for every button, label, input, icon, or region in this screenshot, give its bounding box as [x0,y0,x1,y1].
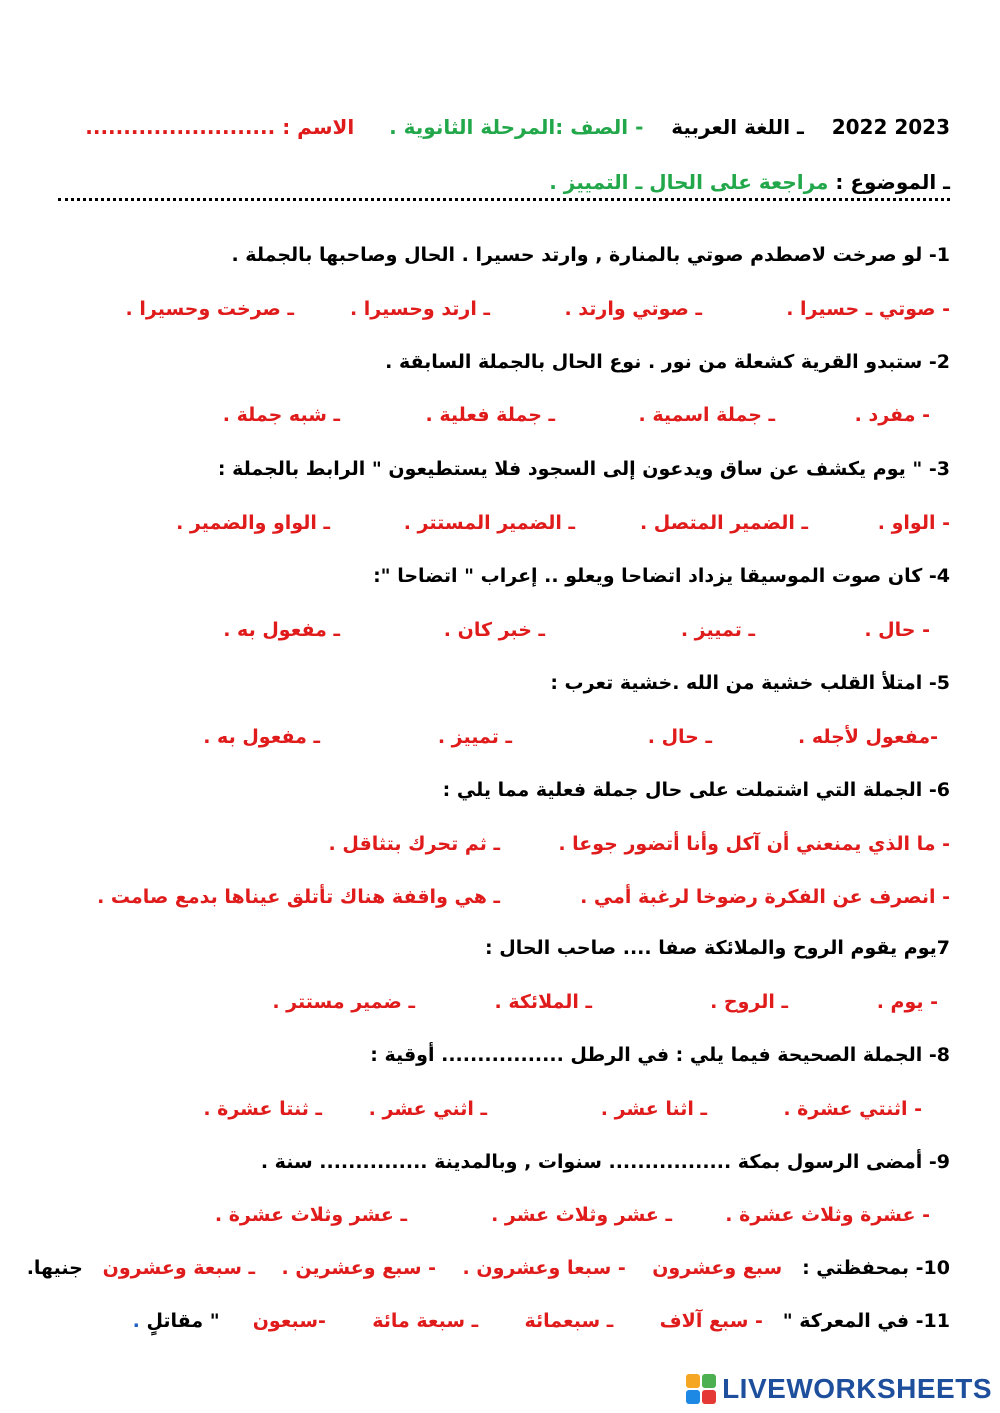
question-8-text: 8- الجملة الصحيحة فيما يلي : في الرطل ................. أوقية : [370,1044,950,1066]
option[interactable]: - سبعا وعشرون . [462,1257,626,1279]
question-10-prefix: 10- بمحفظتي : [802,1257,950,1279]
topic-label: ـ الموضوع : [835,170,950,194]
header-name-field[interactable]: ......................... [85,115,276,139]
option[interactable]: ـ جملة اسمية . [638,404,775,426]
option[interactable]: -مفعول لأجله . [797,726,938,748]
option[interactable]: ـ الواو والضمير . [176,512,330,534]
option[interactable]: سبع وعشرون [652,1257,783,1279]
option[interactable]: - الواو . [877,512,950,534]
option[interactable]: - حال . [864,619,930,641]
option[interactable]: - اثنتي عشرة . [783,1098,922,1120]
header-subject: ـ اللغة العربية [671,115,804,139]
question-7-text: 7يوم يقوم الروح والملائكة صفا .... صاحب الحال : [485,937,950,959]
option[interactable]: - سبع آلاف [659,1310,763,1332]
option[interactable]: ـ الملائكة . [494,991,592,1013]
header-name-label: الاسم : [282,115,355,139]
option[interactable]: ـ اثنا عشر . [600,1098,707,1120]
option[interactable]: ـ الضمير المستتر . [403,512,575,534]
option[interactable]: - سبع وعشرين . [281,1257,437,1279]
option[interactable]: ـ سبعمائة [524,1310,614,1332]
option[interactable]: ـ شبه جملة . [222,404,340,426]
question-11-prefix: 11- في المعركة " [782,1310,950,1332]
option[interactable]: ـ سبعة مائة [372,1310,479,1332]
option[interactable]: ـ ثم تحرك بتثاقل . [328,833,500,855]
question-3-text: 3- " يوم يكشف عن ساق ويدعون إلى السجود فلا يستطيعون " الرابط بالجملة : [217,458,950,480]
option[interactable]: - صوتي ـ حسيرا . [786,298,950,320]
option[interactable]: ـ ارتد وحسيرا . [349,298,490,320]
question-2-text: 2- ستبدو القرية كشعلة من نور . نوع الحال بالجملة السابقة . [385,351,950,373]
question-11-end-mark: . [132,1310,140,1332]
option[interactable]: ـ اثني عشر . [368,1098,487,1120]
option[interactable]: - عشرة وثلاث عشرة . [725,1204,930,1226]
header-years: 2022 2023 [831,115,950,139]
option[interactable]: ـ خبر كان . [443,619,545,641]
option[interactable]: - انصرف عن الفكرة رضوخا لرغبة أمي . [580,886,950,908]
option[interactable]: - مفرد . [854,404,930,426]
topic-value: مراجعة على الحال ـ التمييز . [549,170,829,194]
header-line-1 [85,115,950,139]
option[interactable]: ـ الروح . [710,991,788,1013]
option[interactable]: ـ تمييز . [437,726,512,748]
question-11-line [133,1310,950,1332]
question-9-text: 9- أمضى الرسول بمكة ................. سنوات , وبالمدينة ............... سنة . [260,1151,950,1173]
question-6-text: 6- الجملة التي اشتملت على حال جملة فعلية مما يلي : [442,779,950,801]
header-divider [58,186,950,201]
question-1-text: 1- لو صرخت لاصطدم صوتي بالمنارة , وارتد حسيرا . الحال وصاحبها بالجملة . [231,244,950,266]
option[interactable]: ـ عشر وثلاث عشر . [491,1204,672,1226]
option[interactable]: - يوم . [876,991,938,1013]
option[interactable]: ـ ضمير مستتر . [272,991,415,1013]
option[interactable]: ـ جملة فعلية . [425,404,555,426]
option[interactable]: ـ حال . [647,726,712,748]
option[interactable]: ـ هي واقفة هناك تأتلق عيناها بدمع صامت . [97,886,500,908]
option[interactable]: - ما الذي يمنعني أن آكل وأنا أتضور جوعا . [558,833,950,855]
question-10-line [27,1257,950,1279]
option[interactable]: ـ تمييز . [680,619,755,641]
option[interactable]: ـ صرخت وحسيرا . [125,298,294,320]
liveworksheets-logo-icon [686,1374,716,1404]
question-5-text: 5- امتلأ القلب خشية من الله .خشية تعرب : [550,672,950,694]
option[interactable]: -سبعون [252,1310,326,1332]
option[interactable]: ـ مفعول به . [203,726,320,748]
option[interactable]: ـ الضمير المتصل . [639,512,808,534]
liveworksheets-logo [686,1373,992,1405]
option[interactable]: ـ مفعول به . [223,619,340,641]
option[interactable]: ـ عشر وثلاث عشرة . [214,1204,407,1226]
header-grade: - الصف :المرحلة الثانوية . [389,115,644,139]
option[interactable]: ـ ثنتا عشرة . [203,1098,322,1120]
question-11-suffix: " مقاتلٍ [146,1310,220,1332]
brand-name: LIVEWORKSHEETS [722,1373,992,1404]
question-10-suffix: جنيها. [26,1257,83,1279]
question-4-text: 4- كان صوت الموسيقا يزداد اتضاحا ويعلو .. إعراب " اتضاحا ": [373,565,950,587]
option[interactable]: ـ صوتي وارتد . [564,298,702,320]
option[interactable]: ـ سبعة وعشرون [102,1257,256,1279]
